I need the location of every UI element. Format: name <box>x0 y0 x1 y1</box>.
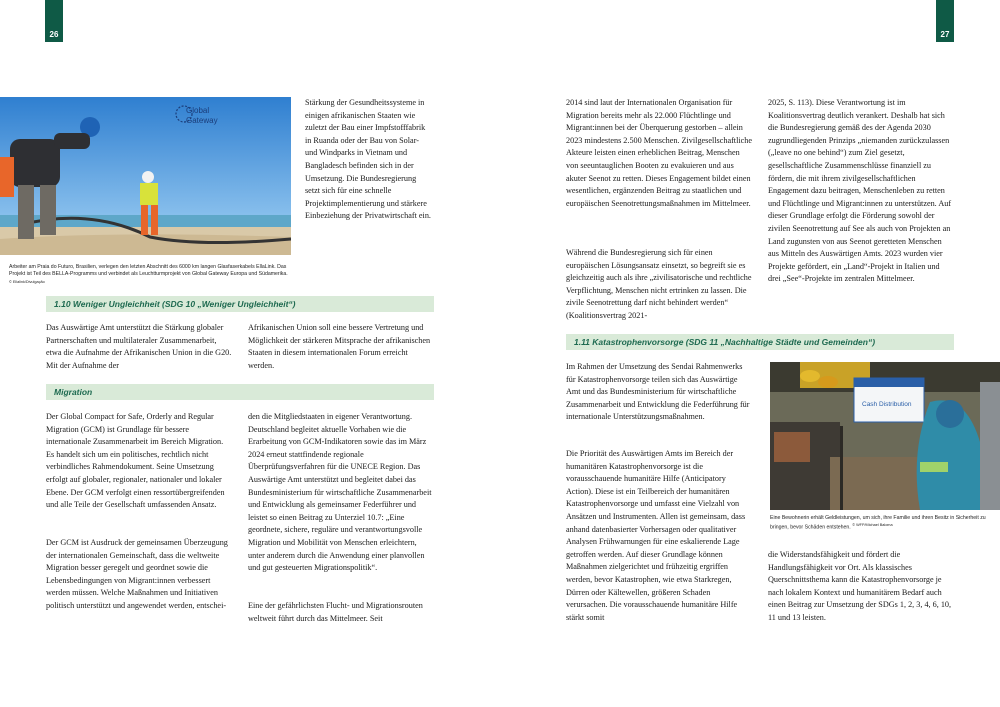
logo-line1: Global <box>186 106 210 115</box>
section-1-10-col2: Afrikanischen Union soll eine bessere Vertretung und Möglichkeit der stärkeren Mitsprache der afrikanischen Staaten in diesem internationalen Forum erreicht werden. <box>248 323 431 370</box>
section-heading-migration: Migration <box>46 384 434 400</box>
left-top-text: Stärkung der Gesundheitssysteme in einigen afrikanischen Staaten wie zuletzt der Bau einer Impfstofffabrik in Ruanda oder der Bau von Solar- und Windparks in Vietnam und Bangladesch befinden sich in der Umsetzung. Die Bundesregierung setzt sich für eine schnelle Projektimplementierung und stärkere Einbeziehung der Privatwirtschaft ein. <box>305 98 431 221</box>
section-1-11-col1-p1: Im Rahmen der Umsetzung des Sendai Rahmenwerks für Katastrophenvorsorge teilen sich das Auswärtige Amt und das Bundesministerium für wirtschaftliche Zusammenarbeit und Entwicklung die Federführung für internationale Unterstützungsmaßnahmen. <box>566 362 750 422</box>
cash-distribution-illustration <box>770 362 1000 510</box>
beach-workers-illustration <box>0 97 291 255</box>
migration-col2-p2: Eine der gefährlichsten Flucht- und Migrationsrouten weltweit führt durch das Mittelmeer. Seit <box>248 601 423 623</box>
section-heading-1-11: 1.11 Katastrophenvorsorge (SDG 11 „Nachhaltige Städte und Gemeinden“) <box>566 334 954 350</box>
section-1-11-col1-p2: Die Priorität des Auswärtigen Amts im Bereich der humanitären Katastrophenvorsorge ist die vorausschauende humanitäre Hilfe (Anticipatory Action). Diese ist ein Teilbereich der humanitären Katastrophenvorsorge und umfasst eine Vielzahl von Ansätzen und Instrumenten. Allen ist gemeinsam, dass anhand datenbasierter Vorhersagen oder qualitativer Analysen Frühwarnungen für eine eskalierende Lage getroffen werden. Auf dieser Grundlage können Maßnahmen zielgerichtet und frühzeitig ergriffen werden, bevor Katastrophen, wie etwa Starkregen, Dürren oder Kältewellen, größeren Schaden verursachen. Die vorausschauende humanitäre Hilfe stärkt somit <box>566 449 746 622</box>
cash-distribution-photo <box>770 362 1000 510</box>
right-col1-p2: Während die Bundesregierung sich für einen europäischen Lösungsansatz einsetzt, so begreift sie es gleichzeitig auch als ihre „zivilisatorische und rechtliche Verpflichtung, Menschen nicht ertrinken zu lassen. Die zivile Seenotrettung darf nicht behindert werden“ (Koalitionsvertrag 2021- <box>566 248 752 320</box>
page-number-left: 26 <box>45 0 63 42</box>
photo-credit-right: © WFP/Michael Baloma <box>852 523 893 528</box>
photo-caption-right: Eine Bewohnerin erhält Geldleistungen, um sich, ihre Familie und ihren Besitz in Sicherheit zu bringen, bevor Schäden entstehen. $^{© WFP/Michael Baloma}$ <box>770 515 986 532</box>
section-1-11-col2: die Widerstandsfähigkeit und fördert die Handlungsfähigkeit vor Ort. Als klassisches Querschnittsthema kann die Katastrophenvorsorge je nach lokalem Kontext und humanitärem Bedarf auch einen Beitrag zur Umsetzung der SDGs 1, 2, 3, 4, 6, 10, 11 und 13 leisten. <box>768 550 952 622</box>
section-heading-1-10: 1.10 Weniger Ungleichheit (SDG 10 „Weniger Ungleichheit“) <box>46 296 434 312</box>
page-number-right: 27 <box>936 0 954 42</box>
section-1-10-col1: Das Auswärtige Amt unterstützt die Stärkung globaler Partnerschaften und multilateraler Zusammenarbeit, etwa die Aufnahme der Afrikanischen Union in die G20. Mit der Aufnahme der <box>46 323 232 370</box>
right-col1-p1: 2014 sind laut der Internationalen Organisation für Migration bereits mehr als 22.000 Flüchtlinge und Migrant:innen bei der Überquerung gestorben – allein 2023 mindestens 2.500 Menschen. Zivilgesellschaftliche Akteure leisten einen erheblichen Beitrag, Menschen von seeuntauglichen Booten zu evakuieren und aus akuter Seenot zu retten. Dieses Engagement bildet einen wesentlichen, ergänzenden Beitrag zu staatlichen und europäischen Seenotrettungsmaßnahmen im Mittelmeer. <box>566 98 752 208</box>
logo-line2: Gateway <box>186 116 218 125</box>
right-page <box>500 0 1000 707</box>
migration-col1-p1: Der Global Compact for Safe, Orderly and Regular Migration (GCM) ist Grundlage für bessere internationale Zusammenarbeit im Bereich Migration. Es handelt sich um ein politisches, rechtlich nicht verbindliches Rahmendokument. Seine Umsetzung erfolgt auf globaler, regionaler, nationaler und lokaler Ebene. Der GCM verfolgt einen ressortübergreifenden und alle Teile der Gesellschaft umfassenden Ansatz. <box>46 412 225 510</box>
photo-sign-text: Cash Distribution <box>862 401 912 408</box>
photo-caption-left: Arbeiter am Praia do Futuro, Brasilien, verlegen den letzten Abschnitt des 6000 km langen Glasfaserkabels EllaLink. Das Projekt ist Teil des BELLA-Programms und verbindet als Leuchtturmprojekt von Global Gateway Europa und Südamerika. $^{© Ellalink/Divulgação}$ <box>9 264 288 284</box>
migration-col1-p2: Der GCM ist Ausdruck der gemeinsamen Überzeugung der internationalen Gemeinschaft, dass die weltweite Migration besser geregelt und geordnet sowie die Lebensbedingungen von Migrant:innen verbessert werden müssen. Welche Maßnahmen und Initiativen politisch unterstützt und angewendet werden, entschei- <box>46 538 228 610</box>
migration-col2-p1: den die Mitgliedstaaten in eigener Verantwortung. Deutschland begleitet aktuelle Vorhaben wie die Erarbeitung von GCM-Indikatoren sowie das im März 2024 erneut stattfindende regionale Überprüfungsverfahren für die UNECE Region. Das Auswärtige Amt unterstützt und begleitet dabei das Bundesministerium für wirtschaftliche Zusammenarbeit und Entwicklung als gemeinsamer Federführer und leistet so einen Beitrag zu Unterziel 10.7: „Eine geordnete, sichere, reguläre und verantwortungsvolle Migration und Mobilität von Menschen erleichtern, unter anderem durch die Anwendung einer planvollen und gut gesteuerten Migrationspolitik“. <box>248 412 432 573</box>
beach-workers-photo <box>0 97 291 255</box>
right-col2: 2025, S. 113). Diese Verantwortung ist im Koalitionsvertrag deutlich verankert. Deshalb hat sich die Bundesregierung gemäß des der Agenda 2030 zugrundliegenden Prinzips „niemanden zurückzulassen („leave no one behind“) zum Ziel gesetzt, gesellschaftliche Zusammenschlüsse finanziell zu fördern, die mit ihrem zivilgesellschaftlichen Engagement dazu beitragen, Menschenleben zu retten und Flüchtlinge und Migrant:innen zu unterstützen. Auf dieser Grundlage erfolgt die Förderung sowohl der zivilen Seenotrettung auf See als auch von Projekten an Land zugunsten von aus Seenot geretteten Menschen aus Mitteln des Auswärtigen Amts. 2023 wurden vier Projekte gefördert, ein „Land“-Projekt in Italien und drei „See“-Projekte im zentralen Mittelmeer. <box>768 98 952 284</box>
photo-credit-left: © Ellalink/Divulgação <box>9 279 45 284</box>
